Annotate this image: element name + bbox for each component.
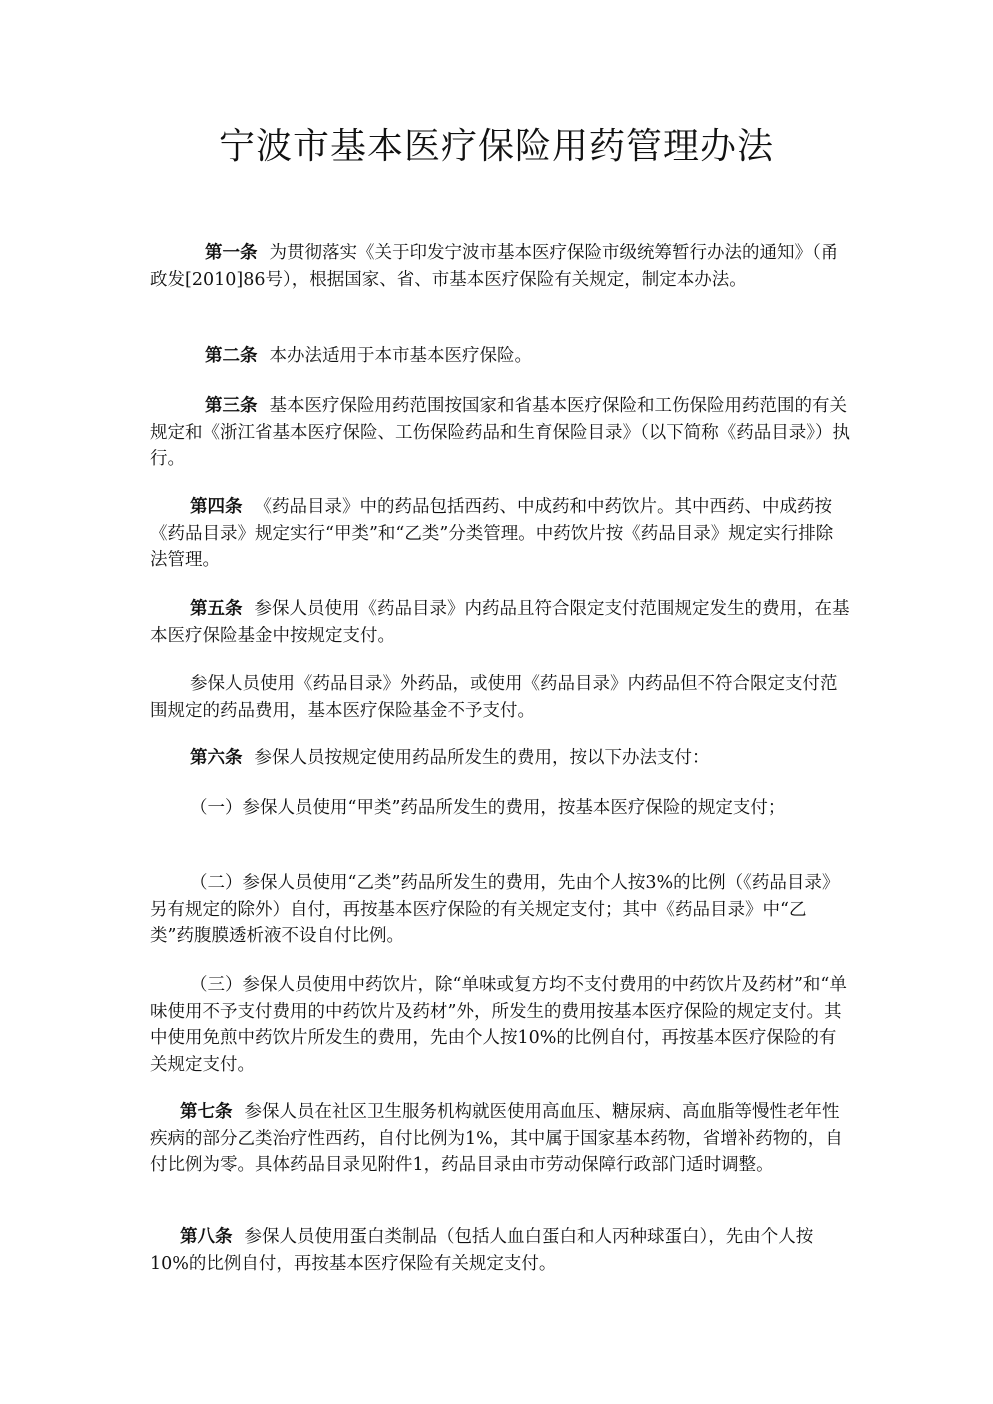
article-label: 第八条 — [180, 1227, 233, 1247]
article-6 — [150, 745, 850, 772]
article-text: 参保人员使用蛋白类制品（包括人血白蛋白和人丙种球蛋白），先由个人按10%的比例自付，再按基本医疗保险有关规定支付。 — [150, 1227, 814, 1274]
article-5 — [150, 596, 850, 649]
article-label: 第三条 — [205, 396, 258, 416]
article-5-paragraph-2 — [150, 671, 850, 724]
article-text: （三）参保人员使用中药饮片，除“单味或复方均不支付费用的中药饮片及药材”和“单味使用不予支付费用的中药饮片及药材”外，所发生的费用按基本医疗保险的规定支付。其中使用免煎中药饮片所发生的费用，先由个人按10%的比例自付，再按基本医疗保险的有关规定支付。 — [150, 975, 847, 1075]
document-title: 宁波市基本医疗保险用药管理办法 — [218, 126, 774, 167]
article-text: 《药品目录》中的药品包括西药、中成药和中药饮片。其中西药、中成药按《药品目录》规定实行“甲类”和“乙类”分类管理。中药饮片按《药品目录》规定实行排除法管理。 — [150, 497, 834, 570]
article-8 — [150, 1224, 850, 1277]
article-text: （一）参保人员使用“甲类”药品所发生的费用，按基本医疗保险的规定支付； — [190, 798, 786, 818]
article-text: （二）参保人员使用“乙类”药品所发生的费用，先由个人按3%的比例（《药品目录》另有规定的除外）自付，再按基本医疗保险的有关规定支付；其中《药品目录》中“乙类”药腹膜透析液不设自付比例。 — [150, 873, 840, 946]
article-text: 为贯彻落实《关于印发宁波市基本医疗保险市级统筹暂行办法的通知》（甬政发[2010]86号），根据国家、省、市基本医疗保险有关规定，制定本办法。 — [150, 243, 839, 290]
article-6-item-2 — [150, 870, 850, 950]
article-6-item-1 — [150, 795, 850, 822]
article-label: 第四条 — [190, 497, 243, 517]
article-label: 第二条 — [205, 346, 258, 366]
article-2 — [150, 343, 850, 370]
article-text: 本办法适用于本市基本医疗保险。 — [269, 346, 532, 366]
article-text: 参保人员使用《药品目录》外药品，或使用《药品目录》内药品但不符合限定支付范围规定的药品费用，基本医疗保险基金不予支付。 — [150, 674, 838, 721]
article-1 — [150, 240, 850, 293]
article-label: 第五条 — [190, 599, 243, 619]
article-4 — [150, 494, 850, 574]
article-text: 参保人员在社区卫生服务机构就医使用高血压、糖尿病、高血脂等慢性老年性疾病的部分乙类治疗性西药，自付比例为1%，其中属于国家基本药物，省增补药物的，自付比例为零。具体药品目录见附件1，药品目录由市劳动保障行政部门适时调整。 — [150, 1102, 843, 1175]
article-text: 参保人员按规定使用药品所发生的费用，按以下办法支付： — [254, 748, 710, 768]
article-6-item-3 — [150, 972, 850, 1078]
article-3 — [150, 393, 850, 473]
article-label: 第一条 — [205, 243, 258, 263]
article-text: 基本医疗保险用药范围按国家和省基本医疗保险和工伤保险用药范围的有关规定和《浙江省基本医疗保险、工伤保险药品和生育保险目录》（以下简称《药品目录》）执行。 — [150, 396, 850, 469]
article-label: 第六条 — [190, 748, 243, 768]
article-label: 第七条 — [180, 1102, 233, 1122]
article-7 — [150, 1099, 850, 1179]
article-text: 参保人员使用《药品目录》内药品且符合限定支付范围规定发生的费用，在基本医疗保险基金中按规定支付。 — [150, 599, 850, 646]
